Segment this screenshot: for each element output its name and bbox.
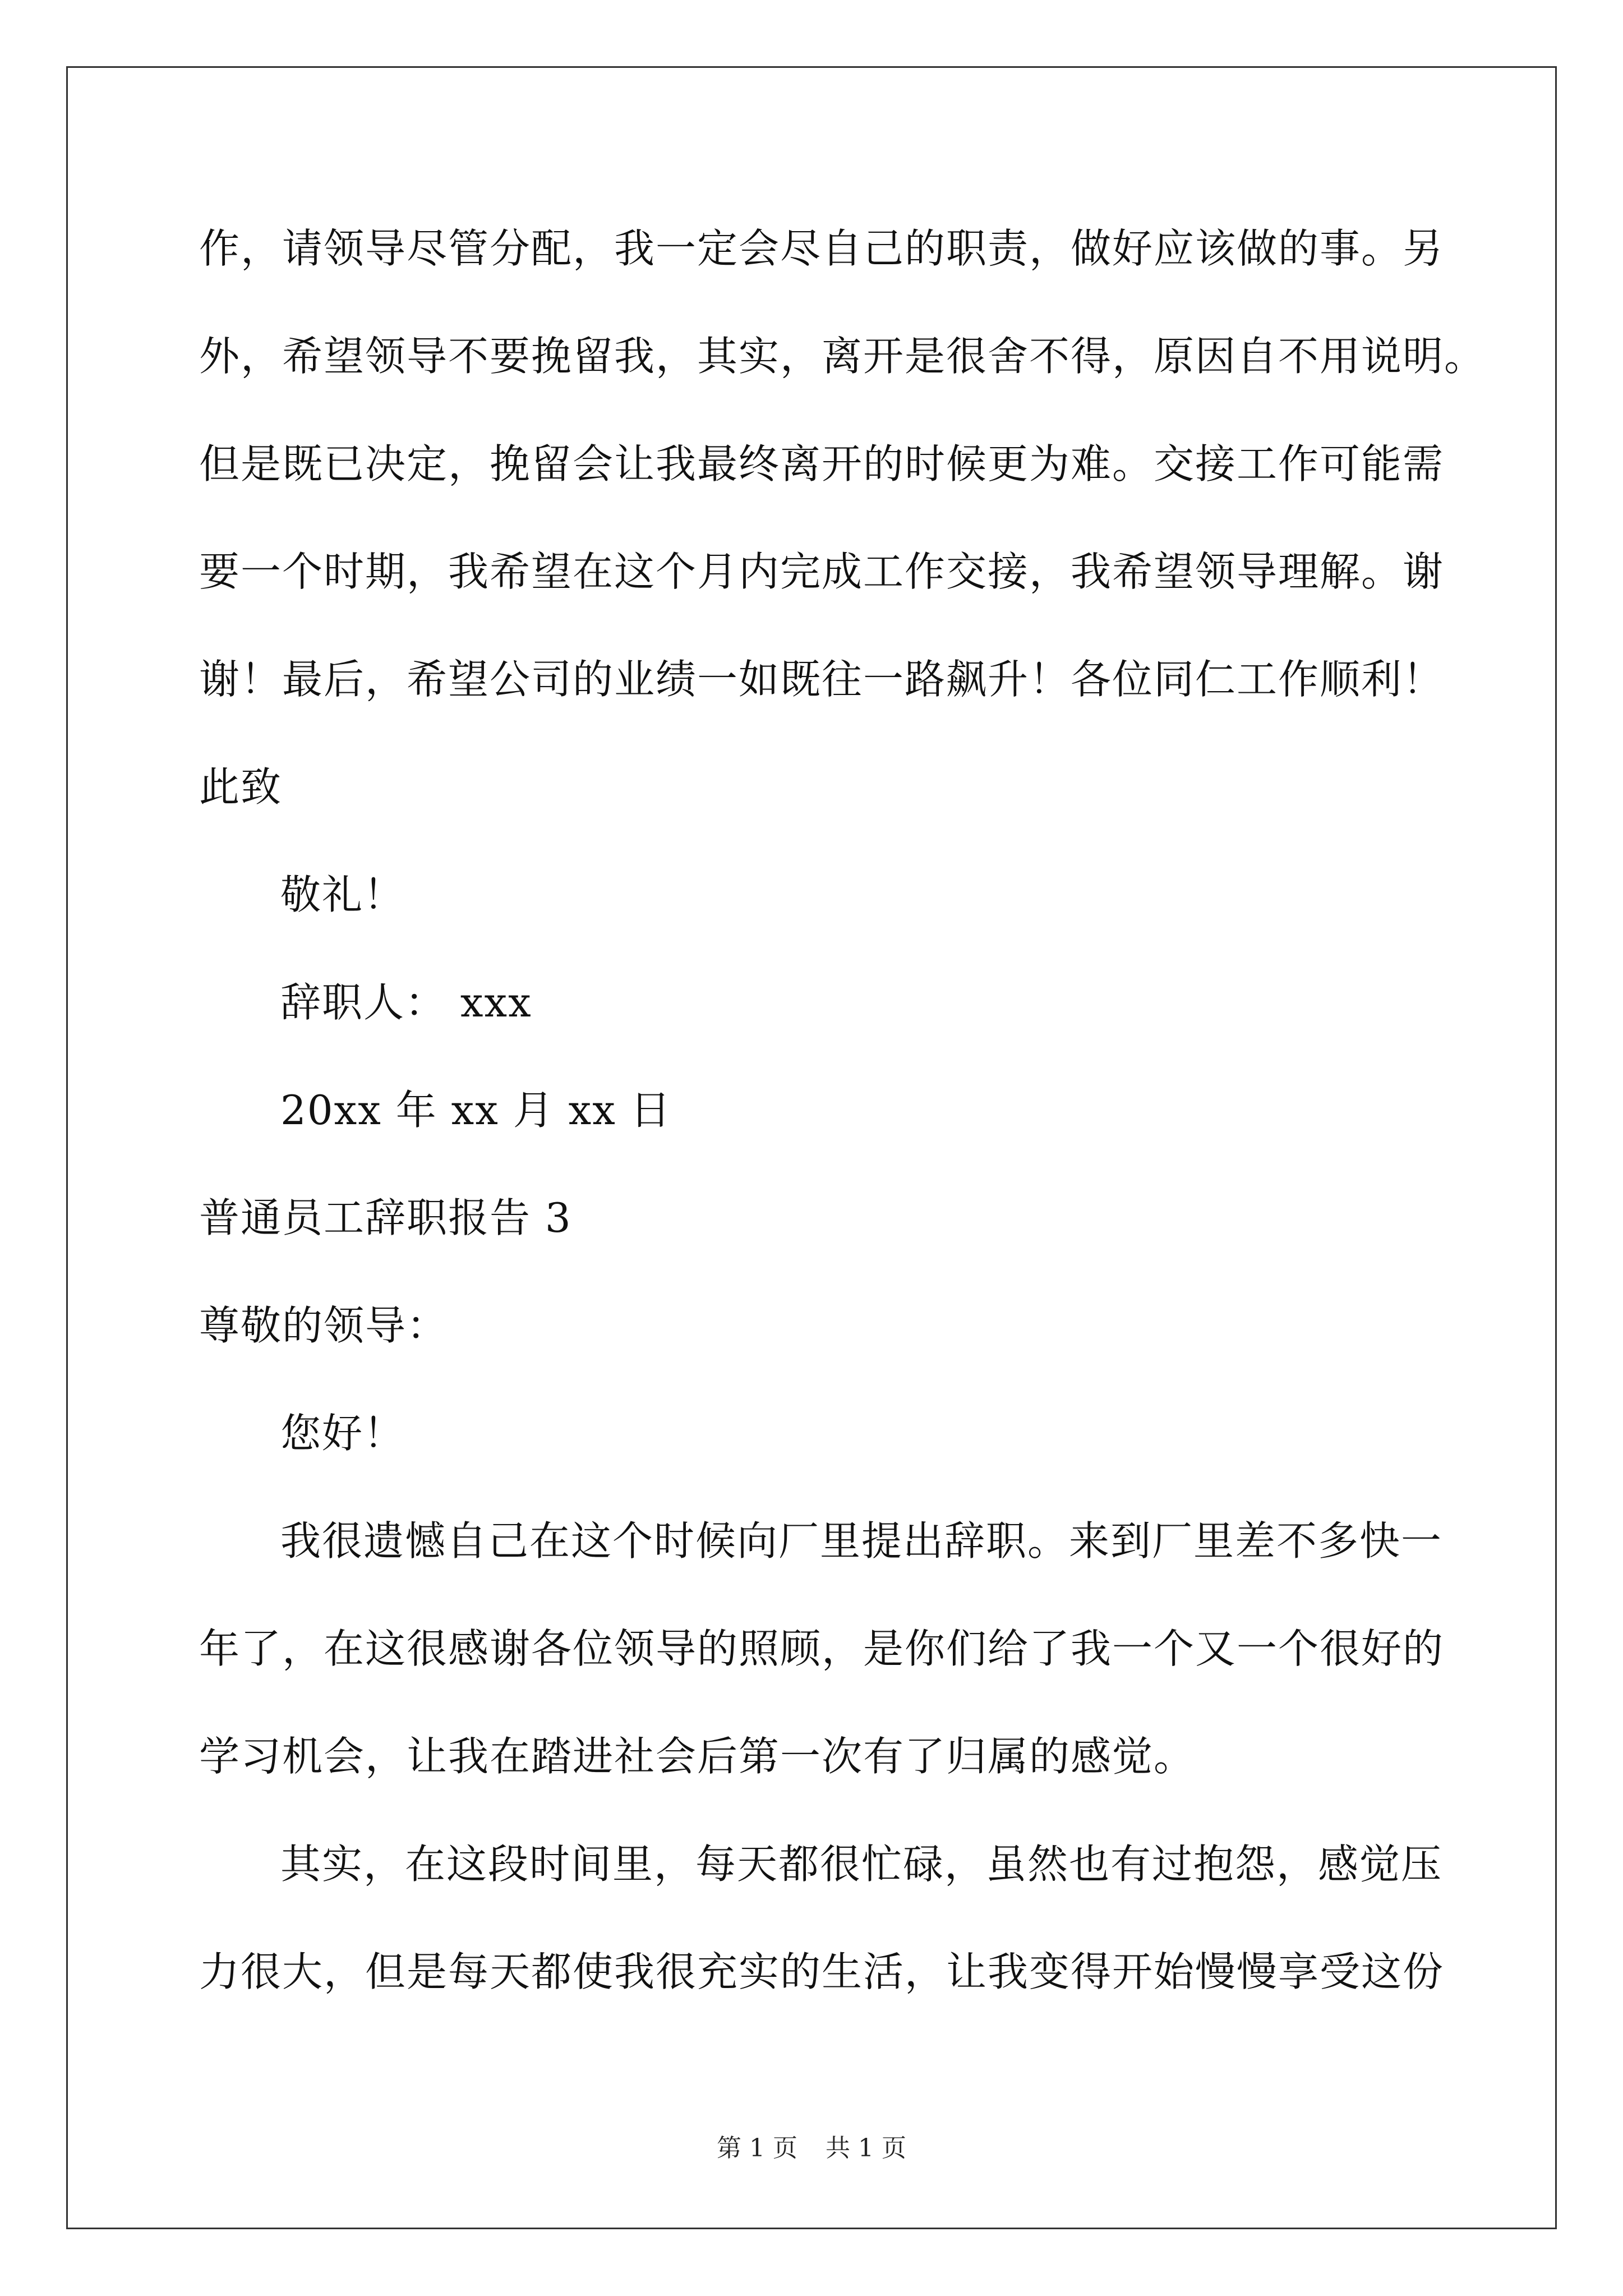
page-number: 第 1 页 — [717, 2134, 797, 2162]
paragraph-line: 我很遗憾自己在这个时候向厂里提出辞职。来到厂里差不多快一 — [280, 1517, 1443, 1565]
date-line: 20xx 年 xx 月 xx 日 — [280, 1087, 672, 1134]
paragraph-line: 但是既已决定，挽留会让我最终离开的时候更为难。交接工作可能需 — [199, 440, 1445, 487]
paragraph-line: 其实，在这段时间里，每天都很忙碌，虽然也有过抱怨，感觉压 — [280, 1841, 1443, 1888]
paragraph-line: 年了，在这很感谢各位领导的照顾，是你们给了我一个又一个很好的 — [199, 1625, 1445, 1672]
greeting-line: 尊敬的领导： — [199, 1302, 449, 1349]
salutation-line: 敬礼！ — [280, 871, 405, 918]
paragraph-line: 要一个时期，我希望在这个月内完成工作交接，我希望领导理解。谢 — [199, 548, 1445, 595]
paragraph-line: 学习机会，让我在踏进社会后第一次有了归属的感觉。 — [199, 1733, 1196, 1780]
page-footer — [0, 2132, 1623, 2165]
paragraph-line: 谢！最后，希望公司的业绩一如既往一路飙升！各位同仁工作顺利！ — [199, 656, 1445, 703]
signature-line: 辞职人： xxx — [280, 979, 532, 1026]
greeting-line: 您好！ — [280, 1410, 405, 1457]
paragraph-line: 力很大，但是每天都使我很充实的生活，让我变得开始慢慢享受这份 — [199, 1948, 1445, 1995]
page-total: 共 1 页 — [826, 2134, 906, 2162]
closing-line: 此致 — [199, 763, 283, 811]
section-title: 普通员工辞职报告 3 — [199, 1194, 572, 1241]
paragraph-line: 外，希望领导不要挽留我，其实，离开是很舍不得，原因自不用说明。 — [199, 333, 1486, 380]
page-border — [66, 66, 1557, 2229]
paragraph-line: 作，请领导尽管分配，我一定会尽自己的职责，做好应该做的事。另 — [199, 225, 1445, 272]
